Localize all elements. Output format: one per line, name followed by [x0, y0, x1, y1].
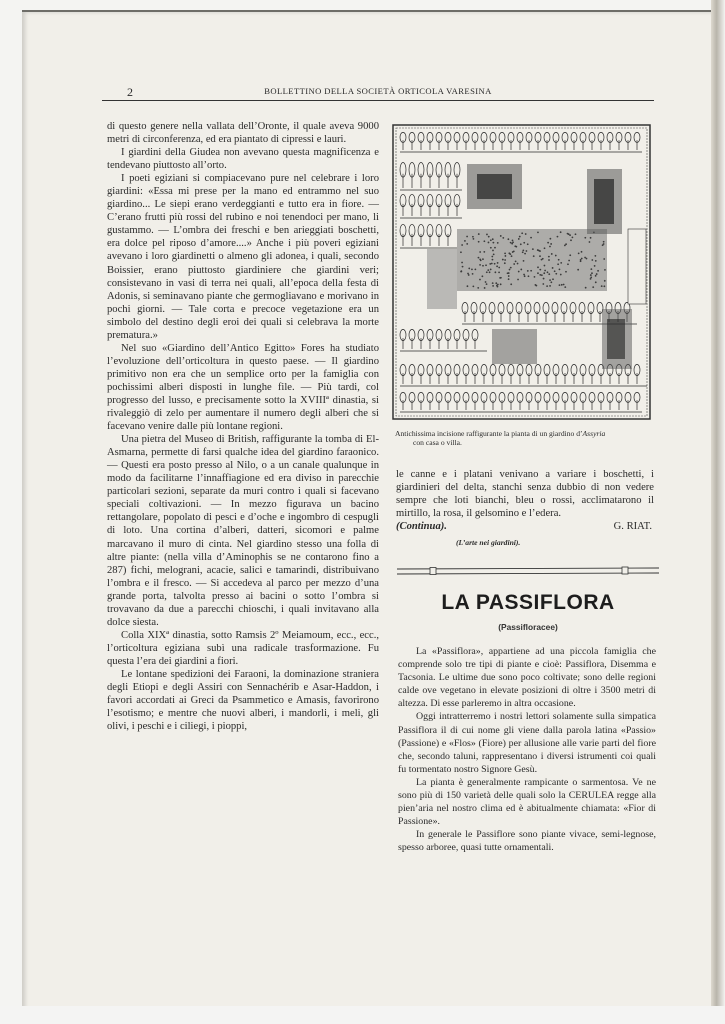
scan-margin [0, 1006, 725, 1024]
page-edge [711, 0, 725, 1024]
signature-row [396, 520, 654, 536]
paragraph: In generale le Passiflore sono piante vivace, semi-legnose, spesso arboree, quasi tutte ornamentali. [398, 829, 656, 854]
author: G. RIAT. [613, 521, 652, 533]
paragraph: La «Passiflora», appartiene ad una piccola famiglia che comprende solo tre tipi di piante e cioè: Passiflora, Disemma e Tacsonia. Le ultime due sono poco coltivate; sono delle regioni calde ove vegetano in elevate posizioni di oltre i 3500 metri di altezza. Di esse parleremo in altra occasione. [398, 646, 656, 710]
publication-title: BOLLETTINO DELLA SOCIETÀ ORTICOLA VARESINA [264, 86, 492, 96]
continua-note: (Continua). [396, 521, 447, 533]
assyrian-garden-engraving [392, 124, 651, 420]
ornamental-divider [397, 566, 659, 576]
paragraph: Le lontane spedizioni dei Faraoni, la dominazione straniera degli Etiopi e degli Assiri con Sennachérib e Asar-Haddon, i favori accordati ai Greci da Psammetico e Amasis, favorirono l’esotismo; e mentre che nuovi alberi, i mandorli, i meli, gli olivi, i peschi e i ciliegi, i pioppi, [107, 668, 379, 733]
paragraph: Una pietra del Museo di British, raffigurante la tomba di El-Asmarna, permette di farsi qualche idea del giardino faraonico. — Questi era posto presso al Nilo, o a un canale qualunque in modo da facilitarne l’innaffiagione ed era diviso in parecchie particolari sezioni, separate da muri contro i quali si facevano speciali coltivazioni. — In mezzo figurava un bacino rettangolare, popolato di pesci e d’oche e ingombro di cespugli di loto. Una cortina d’alberi, datteri, sicomori e palme marcavano il muro di cinta. Nel giardino stesso una folla di altre piante: (nella villa d’Aminophis se ne contarono fino a 287) fichi, melograni, acacie, salici e tamarindi, distribuivano l’ombra e il fresco. — Si accedeva al parco per mezzo d’una grande porta, talvolta presso ai bacini o sotto l’ombra si trovavano da due a parecchi chioschi, i quali invitavano alla dolce siesta. [107, 434, 379, 628]
paragraph: I giardini della Giudea non avevano questa magnificenza e tendevano piuttosto all’orto. [107, 147, 379, 172]
article-title: LA PASSIFLORA [441, 591, 615, 614]
paragraph: I poeti egiziani si compiacevano pure nel celebrare i loro giardini: «Essa mi prese per la mano ed entrammo nel suo giardino... Le siepi erano verdeggianti e tutto era in fiore. — C’erano frutti più rossi del rubino e noi tenendoci per mano, li gustammo. — L’ombra dei freschi e ben arieggiati boschetti, era dolce pel riposo d’amore....» Anche i più poveri egiziani avevano i loro giardinetti o almeno gli adonea, i quali, secondo Boissier, erano piuttosto giardiniere che giardini veri; consistevano in vasi di terra nei quali, all’epoca della festa di Adonis, si seminavano piante che germogliavano e morivano in pochi giorni. — Tale corta e precoce vegetazione era un simbolo del destino degli eroi dei quali si celebrava la morte prematura.» [107, 173, 379, 341]
caption-text: Antichissima incisione raffigurante la pianta di un giardino d’ [395, 429, 583, 438]
article-subtitle: (Passifloracee) [498, 622, 558, 632]
right-column [396, 468, 654, 549]
article-body [398, 645, 656, 855]
left-column [107, 120, 379, 733]
paragraph: di questo genere nella vallata dell’Oronte, il quale aveva 9000 metri di circonferenza, ed era piantato di cipressi e lauri. [107, 121, 379, 146]
paragraph: Nel suo «Giardino dell’Antico Egitto» Fores ha studiato l’evoluzione dell’orticoltura in questo paese. — Il giardino primitivo non era che un semplice orto per la famiglia con pochissimi alberi disposti in lunghe file. — Più tardi, col progresso del lusso, e precisamente sotto la XVIIIª dinastia, si rivaleggiò di zelo per aumentare il numero degli alberi che si facevano venire dalle più lontane regioni. [107, 342, 379, 433]
source-note: (L’arte nei giardini). [456, 538, 521, 548]
paragraph: le canne e i platani venivano a variare i boschetti, i giardinieri del delta, stanchi senza dubbio di non vedere sempre che loti bianchi, bleu o rossi, acclimatarono il mirtillo, la rosa, il gelsomino e l’edera. [396, 469, 654, 520]
paragraph: Oggi intratterremo i nostri lettori solamente sulla simpatica Passiflora il di cui nome gli viene dalla parola latina «Passio» (Passione) e «Flos» (Fiore) per allusione alle varie parti del fiore che, secondo taluni, rappresentano i diversi istrumenti coi quali fu tormentato nostro Signore Gesù. [398, 711, 656, 775]
paragraph: La pianta è generalmente rampicante o sarmentosa. Ve ne sono più di 150 varietà delle quali solo la CERULEA regge alla pien’aria nel nostro clima ed è abitualmente chiamata: «Fior di Passione». [398, 776, 656, 828]
page-number: 2 [127, 85, 133, 99]
caption-italic: Assyria [582, 429, 606, 438]
figure-caption [395, 429, 655, 447]
caption-line-2: con casa o villa. [413, 438, 462, 447]
paragraph: Colla XIXª dinastia, sotto Ramsis 2º Meiamoum, ecc., ecc., l’orticoltura egiziana subì una radicale trasformazione. Fu questa l’era dei giardini a fiori. [107, 629, 379, 667]
running-header [102, 86, 654, 101]
